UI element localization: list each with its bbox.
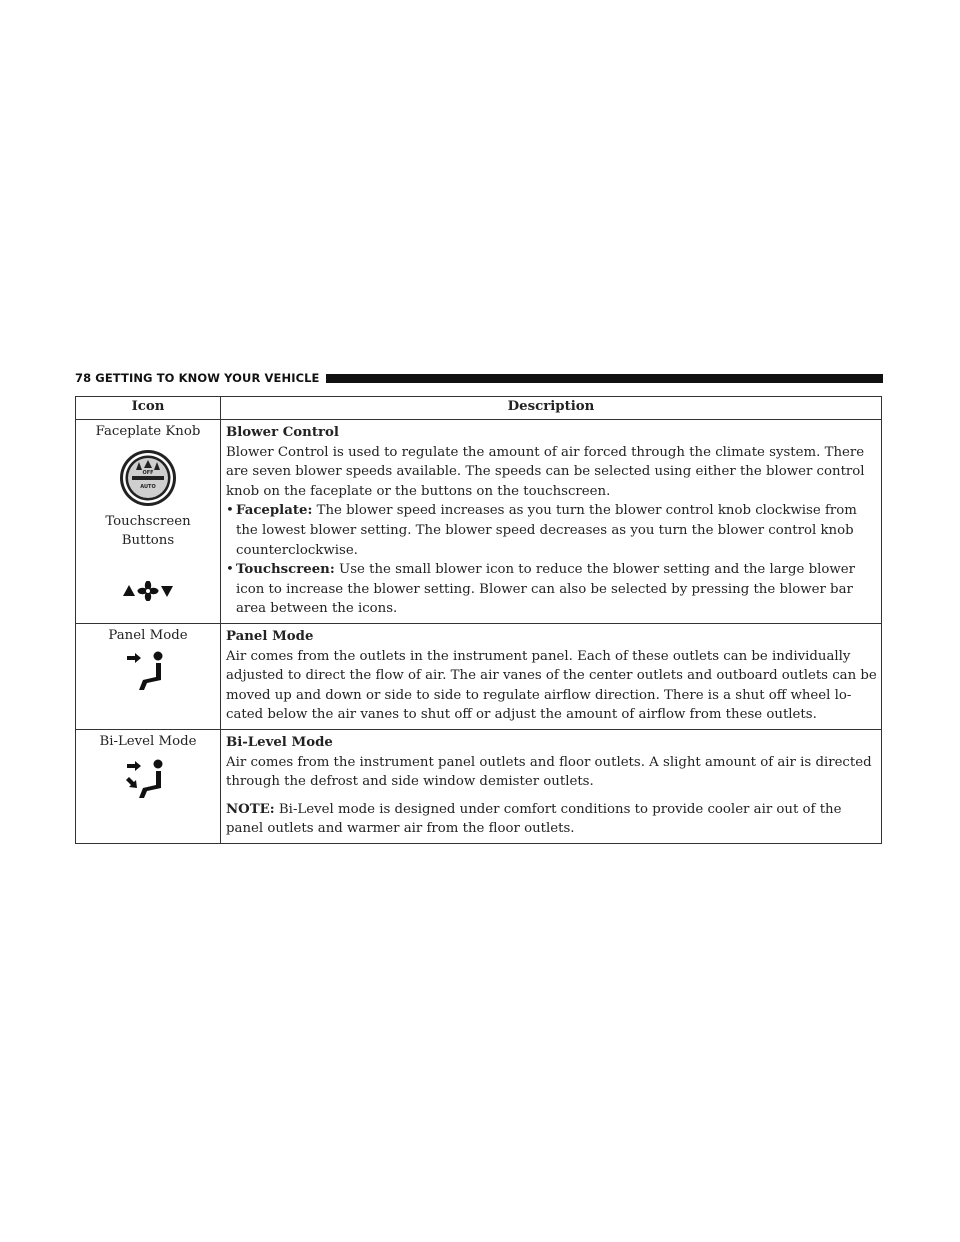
panel-mode-icon xyxy=(123,650,173,692)
bi-level-mode-description: Air comes from the instrument panel outlets and floor outlets. A slight amount of air is directed through the defrost and side window demister outlets. xyxy=(226,754,872,790)
icon-label-touchscreen-buttons: Touchscreen Buttons xyxy=(105,513,191,549)
row-title-panel-mode: Panel Mode xyxy=(226,628,314,644)
bullet-dot: • xyxy=(226,562,234,578)
row-title-bi-level-mode: Bi-Level Mode xyxy=(226,734,333,750)
note-label: NOTE: xyxy=(226,801,275,817)
blower-control-description: Blower Control is used to regulate the amount of air forced through the climate system. There are seven blower speeds available. The speeds can be selected using either the blower control knob on the faceplate or the buttons on the touchscreen. xyxy=(226,444,865,499)
header-rule xyxy=(326,374,884,383)
bullet-dot: • xyxy=(226,503,234,519)
page-number-section-title: 78 GETTING TO KNOW YOUR VEHICLE xyxy=(75,371,320,385)
bi-level-mode-icon xyxy=(123,756,173,800)
column-header-icon: Icon xyxy=(76,397,221,420)
bullet-faceplate xyxy=(226,501,877,560)
table-header-row xyxy=(76,397,882,420)
bullet-touchscreen-text: Use the small blower icon to reduce the blower setting and the large blower icon to increase the blower setting. Blower can also be selected by pressing the blower bar area between the icons. xyxy=(236,562,856,617)
bullet-faceplate-label: Faceplate: xyxy=(236,503,313,519)
climate-controls-table xyxy=(75,396,882,844)
table-row xyxy=(76,729,882,843)
table-row xyxy=(76,420,882,624)
knob-auto-text: AUTO xyxy=(140,483,156,490)
description-cell xyxy=(221,420,882,624)
panel-mode-description: Air comes from the outlets in the instrument panel. Each of these outlets can be individually adjusted to direct the flow of air. The air vanes of the center outlets and outboard outlets can be moved up and down or side to side to regulate airflow direction. There is a shut off wheel lo-cated below the air vanes to shut off or adjust the amount of airflow from these outlets. xyxy=(226,648,877,723)
note-text: Bi-Level mode is designed under comfort conditions to provide cooler air out of the panel outlets and warmer air from the floor outlets. xyxy=(226,801,842,837)
icon-label-bi-level-mode: Bi-Level Mode xyxy=(99,733,197,749)
table-row xyxy=(76,623,882,729)
page-header xyxy=(75,371,883,385)
icon-cell xyxy=(76,729,221,843)
blower-knob-icon xyxy=(118,448,178,508)
icon-label-panel-mode: Panel Mode xyxy=(108,627,188,643)
icon-cell xyxy=(76,420,221,624)
row-title-blower-control: Blower Control xyxy=(226,425,339,440)
bi-level-note xyxy=(226,800,877,839)
bullet-touchscreen xyxy=(226,560,877,619)
icon-cell xyxy=(76,623,221,729)
description-cell xyxy=(221,623,882,729)
column-header-description: Description xyxy=(221,397,882,420)
knob-off-text: OFF xyxy=(142,469,154,476)
bullet-faceplate-text: The blower speed increases as you turn the blower control knob clockwise from the lowest blower setting. The blower speed decreases as you turn the blower control knob counterclockwise. xyxy=(236,503,857,558)
icon-label-faceplate-knob: Faceplate Knob xyxy=(95,424,201,439)
description-cell xyxy=(221,729,882,843)
bullet-touchscreen-label: Touchscreen: xyxy=(236,562,335,578)
blower-up-down-icon xyxy=(122,581,174,601)
